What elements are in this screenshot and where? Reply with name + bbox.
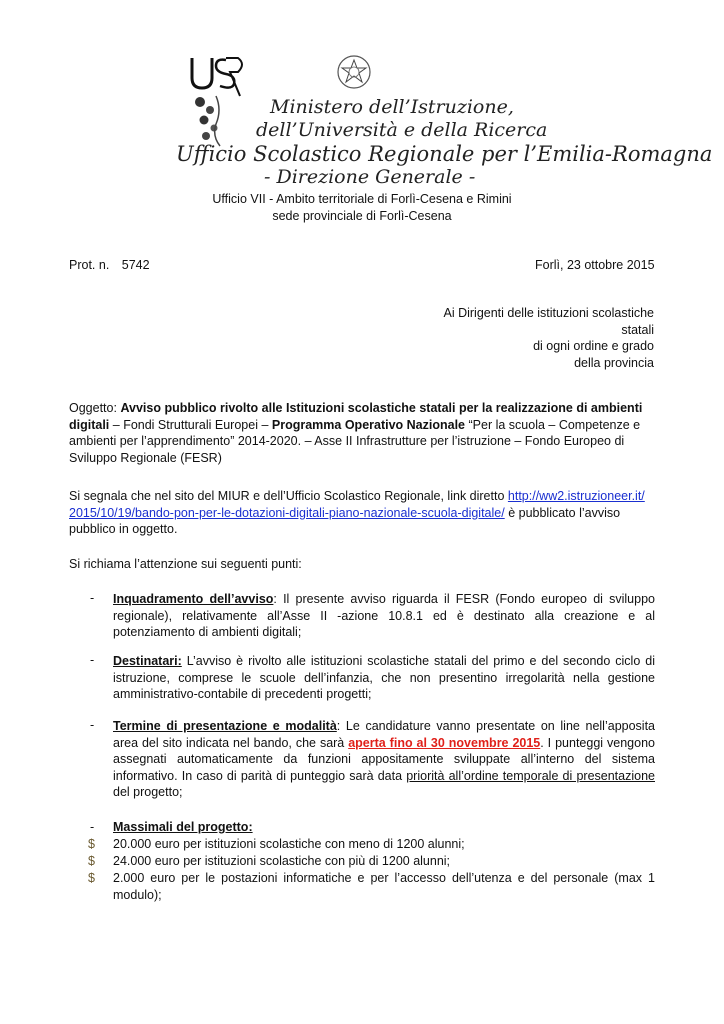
ministry-line-2: dell’Università e della Ricerca xyxy=(256,119,548,141)
intro-text: Si segnala che nel sito del MIUR e dell’Ufficio Scolastico Regionale, link diretto xyxy=(69,489,505,503)
point-framework xyxy=(113,591,655,641)
italian-republic-emblem-icon xyxy=(336,54,372,90)
subject-label: Oggetto: xyxy=(69,401,117,415)
deadline-highlight: aperta fino al 30 novembre 2015 xyxy=(348,735,541,750)
bullet-dash: - xyxy=(90,718,95,732)
point-title: Massimali del progetto: xyxy=(113,820,253,834)
protocol-number: 5742 xyxy=(121,258,150,272)
bullet-dash: - xyxy=(90,820,95,834)
subject-title: Avviso pubblico rivolto alle Istituzioni scolastiche statali per la realizzazione di ambienti digitali xyxy=(69,401,643,432)
bullet-dollar-icon: $ xyxy=(88,854,95,868)
recipient-line: Ai Dirigenti delle istituzioni scolastiche xyxy=(443,306,654,320)
subject-text: – Fondi Strutturali Europei – xyxy=(112,417,269,432)
attention-line: Si richiama l’attenzione sui seguenti punti: xyxy=(69,557,302,571)
recipient-line: di ogni ordine e grado xyxy=(533,339,654,353)
bullet-dollar-icon: $ xyxy=(88,871,95,885)
recipient-line: della provincia xyxy=(574,355,654,370)
intro-text-end: è pubblicato l’avviso pubblico in oggetto. xyxy=(69,505,621,536)
office-seat: sede provinciale di Forlì-Cesena xyxy=(272,209,452,223)
budget-item: 24.000 euro per istituzioni scolastiche con più di 1200 alunni; xyxy=(113,854,451,868)
point-text: L’avviso è rivolto alle istituzioni scolastiche statali del primo e del secondo ciclo di istruzione, comprese le scuole dell’infanzia, che non presentino irregolarità nella gestione amministrativo-contabile di precedenti progetti; xyxy=(113,654,655,701)
point-text: : Il presente avviso riguarda il FESR (Fondo europeo di sviluppo regionale), relativamente all’Asse II -azione 10.8.1 ed è destinato alla creazione e al potenziamento di ambienti digitali; xyxy=(113,592,655,639)
point-deadline xyxy=(113,718,655,801)
point-text: : Le candidature vanno presentate on line nell’apposita area del sito indicata nel bando, che sarà xyxy=(113,719,655,750)
recipient-line: statali xyxy=(621,322,654,337)
usr-logo xyxy=(186,50,246,150)
point-text: del progetto; xyxy=(113,785,183,799)
ministry-line-3: Ufficio Scolastico Regionale per l’Emilia-Romagna xyxy=(176,142,713,166)
recipients-block xyxy=(334,305,654,371)
subject-text-end: “Per la scuola – Competenze e ambienti per l’apprendimento” 2014-2020. – Asse II Infrastrutture per l’istruzione – Fondo Europeo di Sviluppo Regionale (FESR) xyxy=(69,417,641,465)
subject-program: Programma Operativo Nazionale xyxy=(271,417,466,432)
budget-item: 2.000 euro per le postazioni informatiche e per l’accesso dell’utenza e del personale (max 1 modulo); xyxy=(113,871,655,902)
subject-paragraph xyxy=(69,400,654,466)
miur-link[interactable]: http://ww2.istruzioneer.it/2015/10/19/bando-pon-per-le-dotazioni-digitali-piano-nazionale-scuola-digitale/ xyxy=(69,489,645,520)
point-title: Destinatari: xyxy=(113,654,182,668)
budget-item: 20.000 euro per istituzioni scolastiche con meno di 1200 alunni; xyxy=(113,837,465,851)
bullet-dash: - xyxy=(90,653,95,667)
point-title: Inquadramento dell’avviso xyxy=(113,592,274,606)
ministry-line-1: Ministero dell’Istruzione, xyxy=(270,96,514,118)
point-title: Termine di presentazione e modalità xyxy=(113,719,337,733)
ministry-line-4: - Direzione Generale - xyxy=(264,166,476,188)
bullet-dollar-icon: $ xyxy=(88,837,95,851)
letterhead xyxy=(0,0,724,230)
bullet-dash: - xyxy=(90,591,95,605)
priority-underline: priorità all’ordine temporale di presentazione xyxy=(406,768,655,783)
point-recipients xyxy=(113,653,655,703)
office-name: Ufficio VII - Ambito territoriale di Forlì-Cesena e Rimini xyxy=(212,192,512,206)
protocol-line xyxy=(69,258,150,272)
point-text: . I punteggi vengono assegnati automaticamente da funzioni appositamente sviluppate all’interno del sistema informativo. In caso di parità di punteggio sarà data xyxy=(113,735,655,783)
place-date: Forlì, 23 ottobre 2015 xyxy=(535,258,655,272)
intro-paragraph xyxy=(69,488,649,538)
protocol-label: Prot. n. xyxy=(69,258,110,272)
